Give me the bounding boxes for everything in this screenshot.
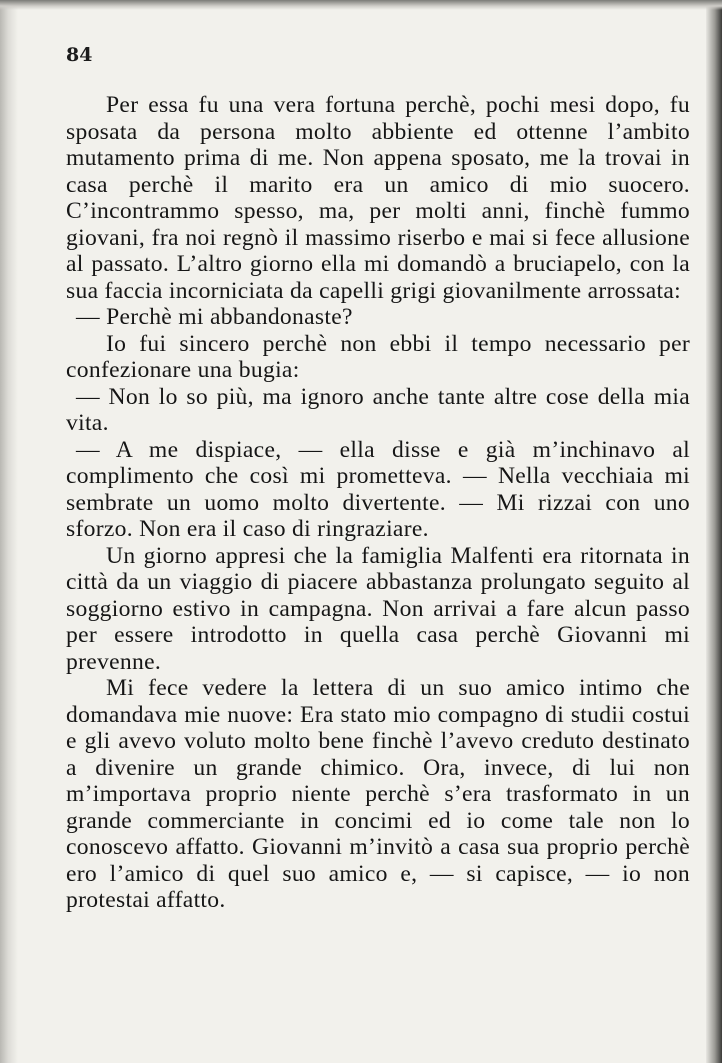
page-number: 84 [66,44,93,66]
paragraph: Mi fece vedere la lettera di un suo amico intimo che domandava mie nuove: Era stato mio compagno di studii costui e gli avevo voluto molto bene finchè l’avevo creduto destinato a divenire un grande chimico. Ora, invece, di lui non m’importava proprio niente perchè s’era trasformato in un grande commerciante in concimi ed io come tale non lo conoscevo affatto. Giovanni m’invitò a casa sua proprio perchè ero l’amico di quel suo amico e, — si capisce, — io non protestai affatto. [66,675,690,913]
paragraph: Io fui sincero perchè non ebbi il tempo necessario per confezionare una bugia: [66,330,690,383]
paragraph: Un giorno appresi che la famiglia Malfenti era ritornata in città da un viaggio di piacere abbastanza prolungato seguito al soggiorno estivo in campagna. Non arrivai a fare alcun passo per essere introdotto in quella casa perchè Giovanni mi prevenne. [66,542,690,675]
top-edge [0,0,722,10]
page-edge [706,0,722,1063]
dialogue-line: — Non lo so più, ma ignoro anche tante altre cose della mia vita. [66,383,690,436]
body-text [66,92,690,914]
dialogue-line: — A me dispiace, — ella disse e già m’inchinavo al complimento che così mi prometteva. — Nella vecchiaia mi sembrate un uomo molto divertente. — Mi rizzai con uno sforzo. Non era il caso di ringraziare. [66,436,690,542]
dialogue-line: — Perchè mi abbandonaste? [76,304,353,330]
binding-shadow [0,0,18,1063]
paragraph: Per essa fu una vera fortuna perchè, pochi mesi dopo, fu sposata da persona molto abbiente ed ottenne l’ambito mutamento prima di me. Non appena sposato, me la trovai in casa perchè il marito era un amico di mio suocero. C’incontrammo spesso, ma, per molti anni, finchè fummo giovani, fra noi regnò il massimo riserbo e mai si fece allusione al passato. L’altro giorno ella mi domandò a bruciapelo, con la sua faccia incorniciata da capelli grigi giovanilmente arrossata: [66,92,690,304]
